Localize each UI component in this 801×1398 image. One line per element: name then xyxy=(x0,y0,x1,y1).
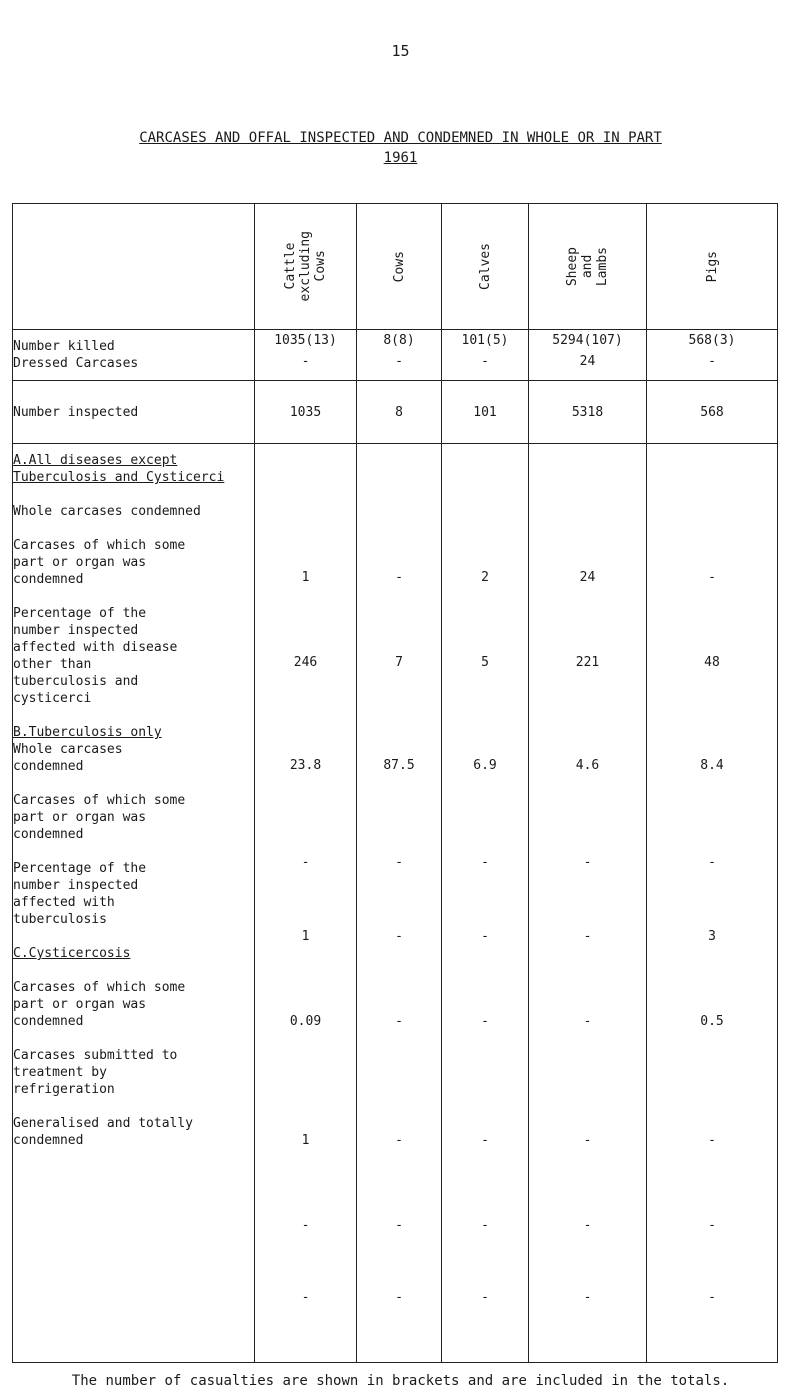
header-cows: Cows xyxy=(357,204,442,330)
cell-killed-calves: 101(5) - xyxy=(442,330,529,381)
label-c-gen: Generalised and totally condemned xyxy=(13,1116,194,1148)
cell-killed-sheep: 5294(107) 24 xyxy=(529,330,647,381)
label-a-part: Carcases of which some part or organ was condemned xyxy=(13,538,186,587)
table-header-row xyxy=(13,204,778,330)
cell-killed-cows: 8(8) - xyxy=(357,330,442,381)
details-labels xyxy=(13,444,255,1363)
header-sheep: Sheep and Lambs xyxy=(529,204,647,330)
cell-inspected-calves: 101 xyxy=(442,381,529,444)
header-cattle: Cattle excluding Cows xyxy=(255,204,357,330)
label-b-pct: Percentage of the number inspected affected with tuberculosis xyxy=(13,861,147,927)
cell-killed-cattle: 1035(13) - xyxy=(255,330,357,381)
inspection-table xyxy=(12,203,778,1363)
title-line-1: CARCASES AND OFFAL INSPECTED AND CONDEMNED IN WHOLE OR IN PART xyxy=(139,130,662,146)
details-col-pigs: - 48 8.4 - 3 0.5 - - - xyxy=(647,444,778,1363)
details-col-calves: 2 5 6.9 - - - - - - xyxy=(442,444,529,1363)
header-calves: Calves xyxy=(442,204,529,330)
cell-inspected-cattle: 1035 xyxy=(255,381,357,444)
cell-inspected-cows: 8 xyxy=(357,381,442,444)
label-a-whole: Whole carcases condemned xyxy=(13,504,201,519)
page-title xyxy=(0,128,801,168)
page-number: 15 xyxy=(391,42,410,60)
header-pigs: Pigs xyxy=(647,204,778,330)
table-row-details xyxy=(13,444,778,1363)
cell-killed-pigs: 568(3) - xyxy=(647,330,778,381)
details-col-sheep: 24 221 4.6 - - - - - - xyxy=(529,444,647,1363)
section-a-heading: A.All diseases except Tuberculosis and Cysticerci xyxy=(13,453,225,485)
cell-inspected-pigs: 568 xyxy=(647,381,778,444)
header-blank xyxy=(13,204,255,330)
footnote: The number of casualties are shown in brackets and are included in the totals. xyxy=(71,1373,730,1389)
section-c-heading: C.Cysticercosis xyxy=(13,946,131,961)
section-b-heading: B.Tuberculosis only xyxy=(13,725,162,740)
table-row-inspected xyxy=(13,381,778,444)
label-c-part: Carcases of which some part or organ was condemned xyxy=(13,980,186,1029)
table-row-killed xyxy=(13,330,778,381)
details-col-cattle: 1 246 23.8 - 1 0.09 1 - - xyxy=(255,444,357,1363)
row-label-killed: Number killed Dressed Carcases xyxy=(13,330,255,381)
cell-inspected-sheep: 5318 xyxy=(529,381,647,444)
details-col-cows: - 7 87.5 - - - - - - xyxy=(357,444,442,1363)
label-b-whole: Whole carcases condemned xyxy=(13,742,123,774)
label-b-part: Carcases of which some part or organ was condemned xyxy=(13,793,186,842)
row-label-inspected: Number inspected xyxy=(13,381,255,444)
title-year: 1961 xyxy=(383,150,418,166)
label-c-refrig: Carcases submitted to treatment by refrigeration xyxy=(13,1048,178,1097)
label-a-pct: Percentage of the number inspected affected with disease other than tuberculosis and cysticerci xyxy=(13,606,178,706)
